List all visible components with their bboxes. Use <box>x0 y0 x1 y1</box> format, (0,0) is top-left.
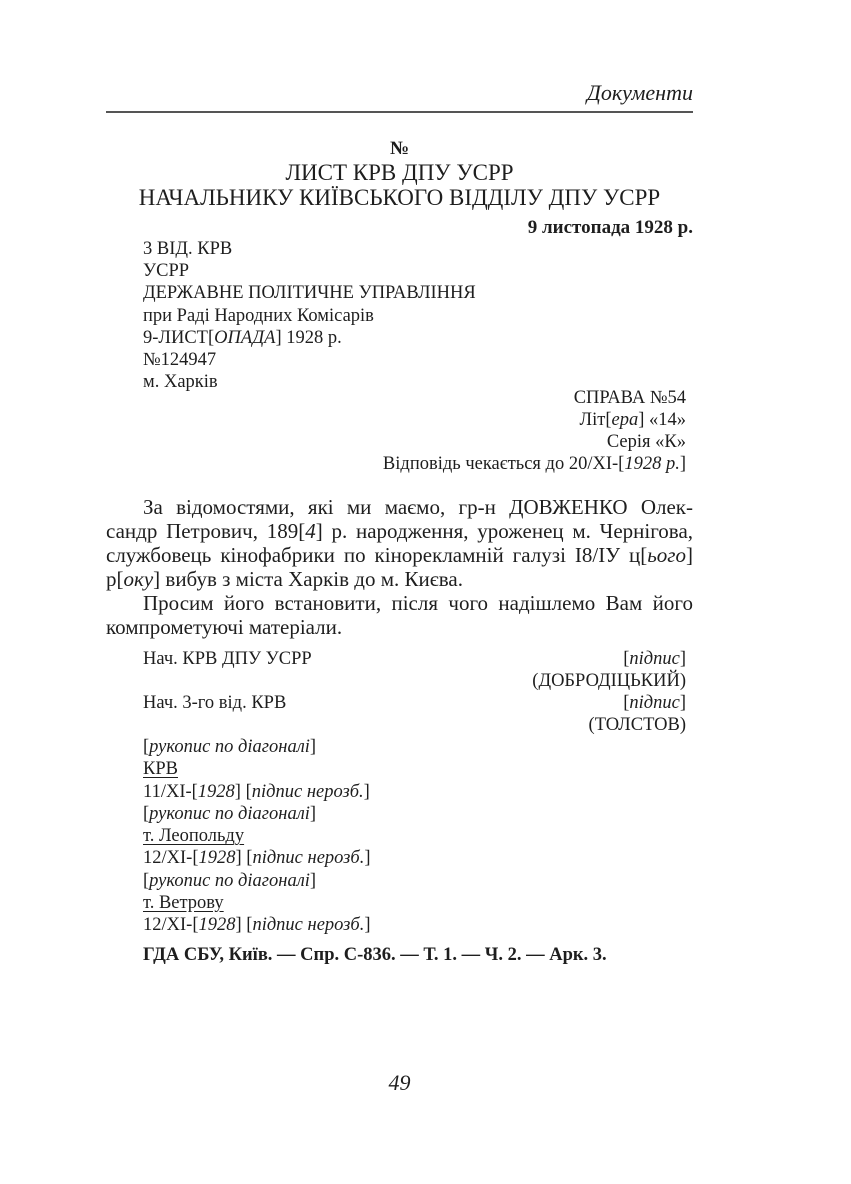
title-line-1: ЛИСТ КРВ ДПУ УСРР <box>285 160 514 185</box>
number-sign: № <box>389 138 410 159</box>
stamp-line: ДЕРЖАВНЕ ПОЛІТИЧНЕ УПРАВЛІННЯ <box>143 283 476 304</box>
text-run: ] р. народження, уроженец м. Чернігова, <box>315 519 694 543</box>
note-diagonal-text: рукопис по діагоналі <box>149 870 310 891</box>
note-diagonal: [рукопис по діагоналі] <box>143 870 317 891</box>
case-reply-deadline <box>300 453 686 475</box>
note-addressee: т. Леопольду <box>143 826 245 847</box>
text-run: службовець кінофабрики по кінорекламній галузі I8/IУ ц[ <box>106 543 648 567</box>
note-diagonal: [рукопис по діагоналі] <box>143 737 317 757</box>
note-date-pre: 12/XI-[ <box>143 915 199 936</box>
deadline-post: ] <box>679 454 686 474</box>
stamp-date-pre: 9-ЛИСТ[ <box>143 327 215 348</box>
text-run: сандр Петрович, 189[ <box>106 519 306 543</box>
stamp-line: при Раді Народних Комісарів <box>143 305 374 326</box>
text-run-italic: 4 <box>305 519 316 543</box>
case-series: Серія «К» <box>606 432 686 452</box>
signature-mark: [підпис] <box>623 649 686 669</box>
body-line: Просим його встановити, після чого надішлемо Вам його <box>143 591 693 615</box>
deadline-pre: Відповідь чекається до 20/XI-[ <box>382 454 625 474</box>
note-date-post: ] [ <box>235 848 253 869</box>
handwritten-notes <box>143 736 371 937</box>
case-letter-post: ] «14» <box>638 410 686 430</box>
stamp-city: м. Харків <box>143 372 218 393</box>
note-diagonal-text: рукопис по діагоналі <box>149 803 310 824</box>
case-info <box>300 387 686 475</box>
note-date-year: 1928 <box>198 915 236 936</box>
body-line <box>106 543 693 567</box>
note-illegible: підпис нерозб. <box>252 848 365 869</box>
note-date-pre: 11/XI-[ <box>143 781 198 802</box>
signature-row <box>143 648 686 670</box>
signatory-position: Нач. КРВ ДПУ УСРР <box>143 649 312 669</box>
document-date: 9 листопада 1928 р. <box>527 217 693 238</box>
header-rule <box>106 111 693 113</box>
note-addressee: т. Ветрову <box>143 893 224 914</box>
case-number: СПРАВА №54 <box>573 388 686 408</box>
note-end: ] <box>364 848 371 869</box>
signatory-name: (ТОЛСТОВ) <box>588 715 686 735</box>
text-run: р[ <box>106 567 124 591</box>
office-stamp <box>143 238 476 393</box>
body-line: компрометуючі матеріали. <box>106 615 343 639</box>
letter-body <box>106 495 693 639</box>
running-head: Документи <box>586 80 693 105</box>
signature-row <box>143 692 686 714</box>
note-date-year: 1928 <box>198 848 236 869</box>
body-line <box>106 567 693 591</box>
note-end: ] <box>364 915 371 936</box>
note-date-pre: 12/XI-[ <box>143 848 199 869</box>
note-date-post: ] [ <box>235 915 253 936</box>
signature-mark-text: підпис <box>629 649 680 669</box>
text-run-italic: оку <box>123 567 154 591</box>
note-date-year: 1928 <box>197 781 235 802</box>
body-line <box>106 519 693 543</box>
text-run: ] вибув з міста Харків до м. Києва. <box>153 567 463 591</box>
paragraph-2 <box>106 591 693 639</box>
signatory-position: Нач. 3-го від. КРВ <box>143 693 287 713</box>
page-number: 49 <box>388 1070 411 1095</box>
note-diagonal-text: рукопис по діагоналі <box>149 737 310 757</box>
stamp-line: 3 ВІД. КРВ <box>143 239 233 259</box>
note-diagonal: [рукопис по діагоналі] <box>143 803 317 824</box>
case-letter <box>300 409 686 431</box>
signature-block <box>143 648 686 736</box>
signature-mark: [підпис] <box>623 693 686 713</box>
deadline-italic: 1928 р. <box>624 454 680 474</box>
stamp-line: УСРР <box>143 261 190 282</box>
note-illegible: підпис нерозб. <box>252 915 365 936</box>
note-date <box>143 914 371 936</box>
body-line: За відомостями, які ми маємо, гр-н ДОВЖЕНКО Олек- <box>143 495 693 519</box>
note-date-post: ] [ <box>234 781 252 802</box>
signatory-name: (ДОБРОДІЦЬКИЙ) <box>532 671 686 691</box>
note-date <box>143 847 371 869</box>
stamp-number: №124947 <box>143 350 217 371</box>
case-letter-italic: ера <box>611 410 639 430</box>
title-line-2: НАЧАЛЬНИКУ КИЇВСЬКОГО ВІДДІЛУ ДПУ УСРР <box>138 185 661 210</box>
text-run: ] <box>686 543 693 567</box>
case-letter-pre: Літ[ <box>579 410 612 430</box>
text-run-italic: ього <box>647 543 686 567</box>
stamp-date-post: ] 1928 р. <box>275 327 342 348</box>
signature-mark-text: підпис <box>629 693 680 713</box>
note-illegible: підпис нерозб. <box>251 781 364 802</box>
document-title <box>106 138 693 210</box>
archival-source: ГДА СБУ, Київ. — Спр. С-836. — Т. 1. — Ч. 2. — Арк. 3. <box>143 945 607 965</box>
stamp-date <box>143 327 476 349</box>
note-date <box>143 781 371 803</box>
stamp-date-italic: ОПАДА <box>214 327 276 348</box>
note-addressee: КРВ <box>143 759 178 780</box>
paragraph-1 <box>106 495 693 591</box>
note-end: ] <box>363 781 370 802</box>
